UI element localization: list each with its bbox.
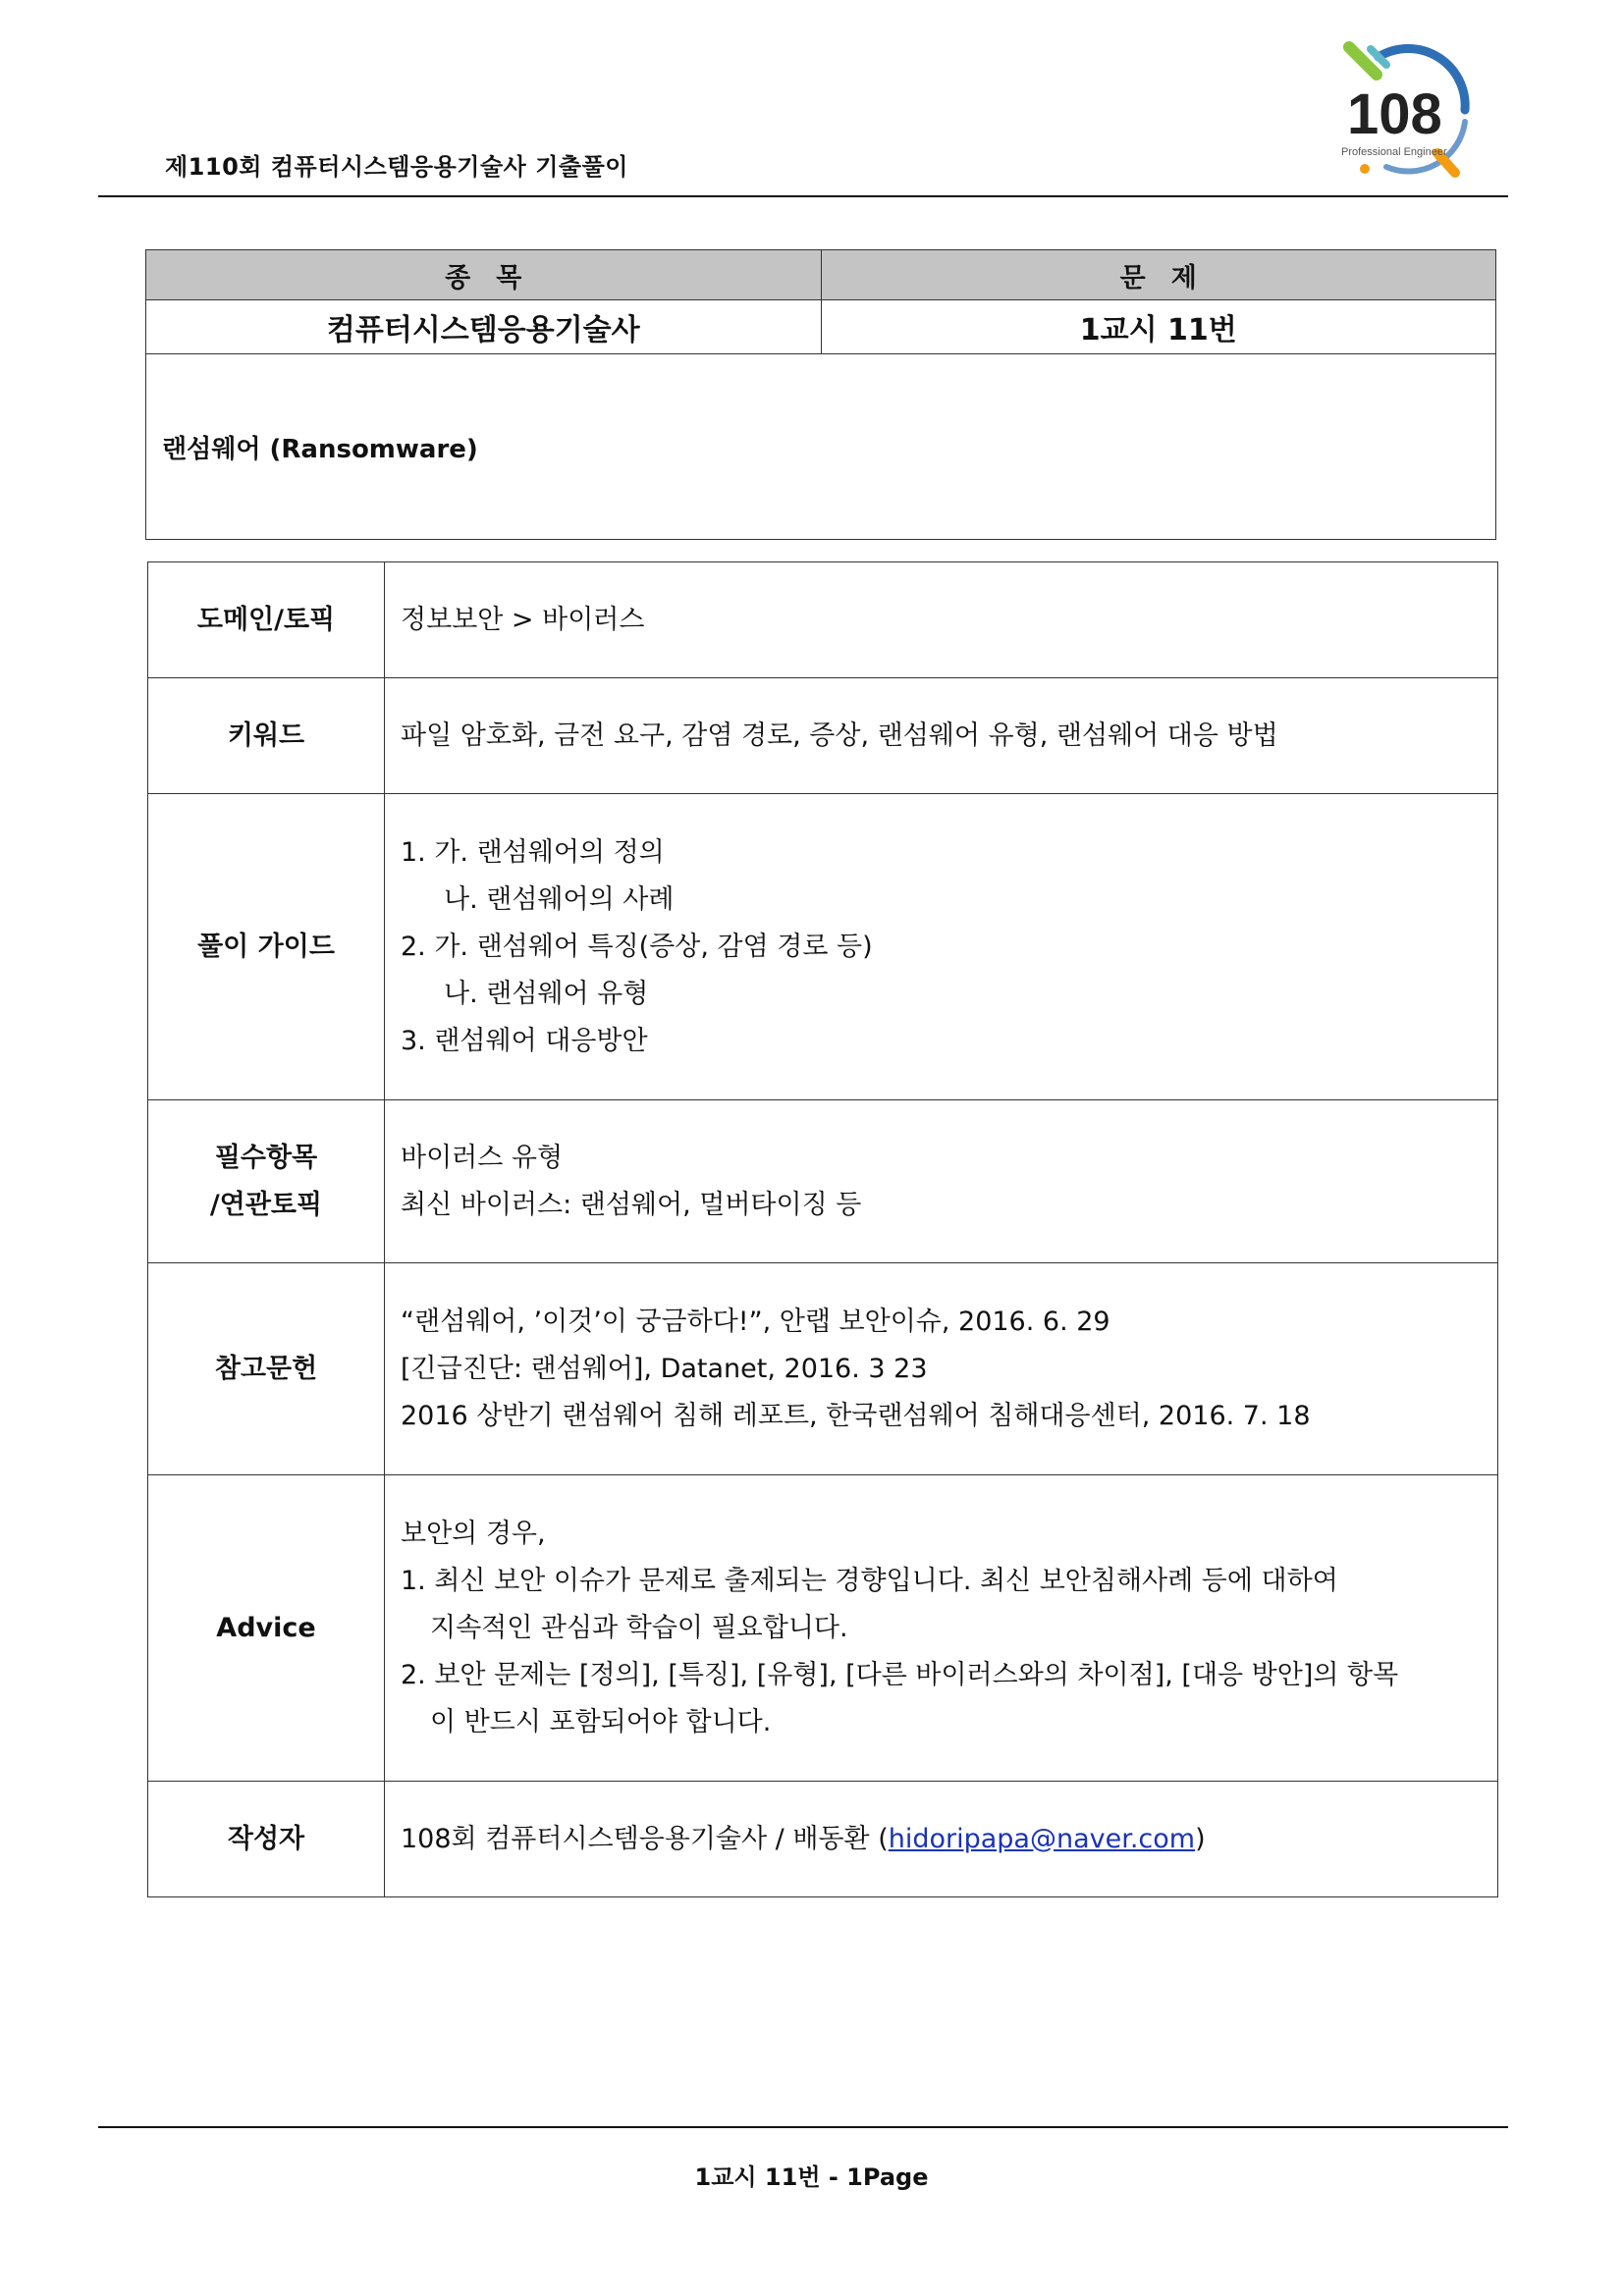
required-label (148, 1100, 385, 1263)
advice-item: 2. 보안 문제는 [정의], [특징], [유형], [다른 바이러스와의 차이점], [대응 방안]의 항목 (401, 1659, 1399, 1690)
exam-info-table (145, 249, 1496, 540)
header-title: 제110회 컴퓨터시스템응용기술사 기출풀이 (165, 153, 628, 181)
column-header-subject: 종목 (146, 250, 822, 300)
guide-line: 나. 랜섬웨어의 사례 (444, 883, 675, 915)
required-content (385, 1100, 1498, 1263)
guide-line: 2. 가. 랜섬웨어 특징(증상, 감염 경로 등) (401, 931, 873, 962)
advice-item-continued: 이 반드시 포함되어야 합니다. (430, 1706, 772, 1737)
references-content (385, 1263, 1498, 1475)
references-label: 참고문헌 (148, 1263, 385, 1475)
guide-line: 1. 가. 랜섬웨어의 정의 (401, 836, 665, 868)
author-content (385, 1782, 1498, 1897)
domain-label: 도메인/토픽 (148, 562, 385, 678)
advice-label: Advice (148, 1475, 385, 1782)
author-text: 108회 컴퓨터시스템응용기술사 / 배동환 ( (401, 1823, 889, 1854)
page-footer: 1교시 11번 - 1Page (694, 2163, 929, 2191)
exam-subject: 컴퓨터시스템응용기술사 (146, 300, 822, 354)
footer-divider (98, 2126, 1508, 2128)
reference-item: “랜섬웨어, ’이것’이 궁금하다!”, 안랩 보안이슈, 2016. 6. 29 (401, 1306, 1110, 1337)
advice-item-continued: 지속적인 관심과 학습이 필요합니다. (430, 1612, 848, 1643)
guide-label: 풀이 가이드 (148, 794, 385, 1100)
logo-number: 108 (1347, 82, 1442, 146)
required-label-line: 필수항목 (214, 1142, 318, 1173)
author-email-link[interactable]: hidoripapa@naver.com (888, 1823, 1196, 1854)
required-row (148, 1100, 1498, 1263)
reference-item: [긴급진단: 랜섬웨어], Datanet, 2016. 3 23 (401, 1353, 928, 1384)
advice-item: 1. 최신 보안 이슈가 문제로 출제되는 경향입니다. 최신 보안침해사례 등에 대하여 (401, 1565, 1338, 1596)
advice-row (148, 1475, 1498, 1782)
logo-108-icon (1327, 37, 1485, 185)
keywords-value: 파일 암호화, 금전 요구, 감염 경로, 증상, 랜섬웨어 유형, 랜섬웨어 대응 방법 (385, 678, 1498, 794)
author-close-paren: ) (1195, 1823, 1206, 1854)
domain-row (148, 562, 1498, 678)
logo-subtitle: Professional Engineer (1341, 146, 1447, 158)
column-header-question: 문제 (821, 250, 1496, 300)
header-divider (98, 195, 1508, 197)
answer-details-table (147, 561, 1498, 1897)
guide-line: 나. 랜섬웨어 유형 (444, 978, 649, 1009)
advice-intro: 보안의 경우, (401, 1518, 546, 1549)
author-label: 작성자 (148, 1782, 385, 1897)
references-row (148, 1263, 1498, 1475)
question-topic: 랜섬웨어 (Ransomware) (146, 354, 1496, 540)
domain-value: 정보보안 > 바이러스 (385, 562, 1498, 678)
guide-row (148, 794, 1498, 1100)
keywords-label: 키워드 (148, 678, 385, 794)
guide-content (385, 794, 1498, 1100)
required-label-line: /연관토픽 (209, 1189, 323, 1220)
advice-content (385, 1475, 1498, 1782)
reference-item: 2016 상반기 랜섬웨어 침해 레포트, 한국랜섬웨어 침해대응센터, 2016. 7. 18 (401, 1400, 1311, 1431)
keywords-row (148, 678, 1498, 794)
author-row (148, 1782, 1498, 1897)
required-line: 최신 바이러스: 랜섬웨어, 멀버타이징 등 (401, 1189, 862, 1220)
required-line: 바이러스 유형 (401, 1142, 564, 1173)
exam-question-number: 1교시 11번 (821, 300, 1496, 354)
guide-line: 3. 랜섬웨어 대응방안 (401, 1025, 648, 1056)
